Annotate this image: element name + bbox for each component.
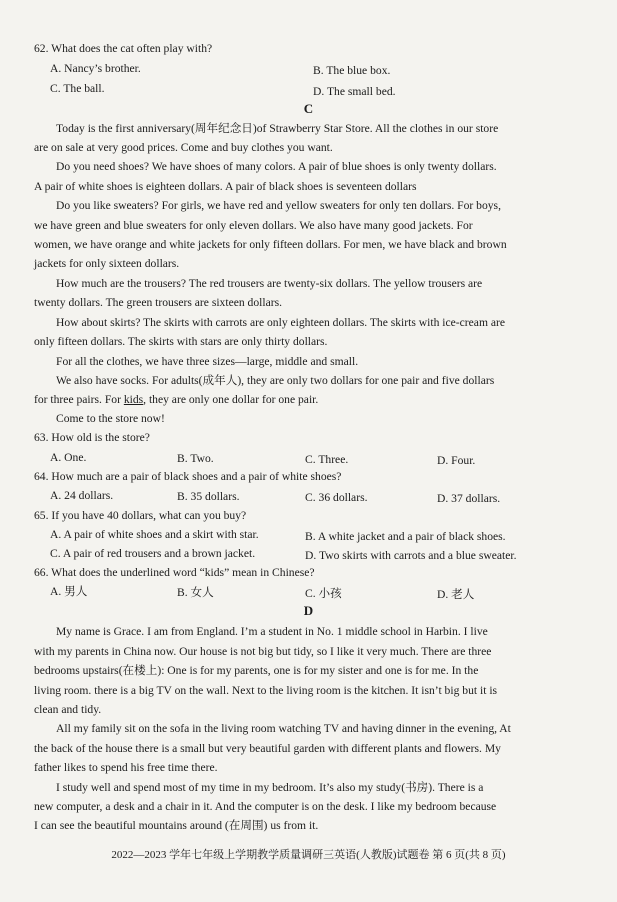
question-66: 66. What does the underlined word “kids” mean in Chinese? [34,566,315,579]
passage-c-line: Do you need shoes? We have shoes of many colors. A pair of blue shoes is only twenty dollars. [56,160,497,173]
q63-option-d: D. Four. [437,454,476,467]
passage-d-line: living room. there is a big TV on the wall. Next to the living room is the kitchen. It isn’t big but it is [34,684,498,697]
passage-c-line: Today is the first anniversary(周年纪念日)of Strawberry Star Store. All the clothes in our store [56,122,499,135]
q63-option-a: A. One. [50,451,87,464]
passage-d-line: new computer, a desk and a chair in it. And the computer is on the desk. I like my bedroom because [34,800,497,813]
passage-c-text: for three pairs. For [34,393,124,406]
q64-option-a: A. 24 dollars. [50,489,114,502]
q62-option-c: C. The ball. [50,82,105,95]
passage-c-line: we have green and blue sweaters for only eleven dollars. We also have many good jackets. For [34,219,473,232]
section-d-heading: D [303,603,314,618]
q66-option-b: B. 女人 [177,586,214,599]
question-64: 64. How much are a pair of black shoes and a pair of white shoes? [34,470,342,483]
passage-c-line: jackets for only sixteen dollars. [34,257,180,270]
question-63: 63. How old is the store? [34,431,150,444]
passage-c-line: We also have socks. For adults(成年人), they are only two dollars for one pair and five dollars [56,374,495,387]
passage-c-text: , they are only one dollar for one pair. [143,393,319,406]
passage-d-line: I can see the beautiful mountains around (在周围) us from it. [34,819,319,832]
q66-option-d: D. 老人 [437,588,475,601]
page-footer: 2022—2023 学年七年级上学期教学质量调研三英语(人教版)试题卷 第 6 页(共 8 页) [111,849,506,861]
q65-option-b: B. A white jacket and a pair of black shoes. [305,530,506,543]
q66-option-c: C. 小孩 [305,587,342,600]
passage-d-line: with my parents in China now. Our house is not big but tidy, so I like it very much. There are three [34,645,492,658]
q65-option-d: D. Two skirts with carrots and a blue sweater. [305,549,517,562]
passage-c-line: For all the clothes, we have three sizes—large, middle and small. [56,355,359,368]
q65-option-a: A. A pair of white shoes and a skirt with star. [50,528,259,541]
passage-c-line: How much are the trousers? The red trousers are twenty-six dollars. The yellow trousers are [56,277,483,290]
passage-c-line: Do you like sweaters? For girls, we have red and yellow sweaters for only ten dollars. For boys, [56,199,501,212]
q64-option-d: D. 37 dollars. [437,492,501,505]
passage-c-line: How about skirts? The skirts with carrots are only eighteen dollars. The skirts with ice-cream are [56,316,506,329]
passage-c-line: only fifteen dollars. The skirts with stars are only thirty dollars. [34,335,328,348]
question-65: 65. If you have 40 dollars, what can you buy? [34,509,247,522]
passage-c-line: twenty dollars. The green trousers are sixteen dollars. [34,296,283,309]
passage-d-line: All my family sit on the sofa in the living room watching TV and having dinner in the evening, At [56,722,511,735]
q64-option-b: B. 35 dollars. [177,490,240,503]
passage-c-line: Come to the store now! [56,412,165,425]
passage-d-line: I study well and spend most of my time in my bedroom. It’s also my study(书房). There is a [56,781,484,794]
q64-option-c: C. 36 dollars. [305,491,368,504]
q62-option-b: B. The blue box. [313,64,391,77]
q63-option-b: B. Two. [177,452,214,465]
passage-d-line: clean and tidy. [34,703,102,716]
q66-option-a: A. 男人 [50,585,88,598]
passage-c-line: are on sale at very good prices. Come and buy clothes you want. [34,141,333,154]
q65-option-c: C. A pair of red trousers and a brown jacket. [50,547,256,560]
question-62: 62. What does the cat often play with? [34,42,213,55]
section-c-heading: C [303,101,314,116]
q62-option-a: A. Nancy’s brother. [50,62,141,75]
passage-d-line: father likes to spend his free time there. [34,761,218,774]
passage-c-line-kids [34,392,318,407]
underlined-word-kids: kids [123,393,144,406]
passage-c-line: women, we have orange and white jackets for only fifteen dollars. For men, we have black and brown [34,238,507,251]
passage-d-line: the back of the house there is a small but very beautiful garden with different plants and flowers. My [34,742,501,755]
passage-c-line: A pair of white shoes is eighteen dollars. A pair of black shoes is seventeen dollars [34,180,417,193]
q63-option-c: C. Three. [305,453,349,466]
passage-d-line: bedrooms upstairs(在楼上): One is for my parents, one is for my sister and one is for me. In the [34,664,479,677]
passage-d-line: My name is Grace. I am from England. I’m a student in No. 1 middle school in Harbin. I live [56,625,488,638]
q62-option-d: D. The small bed. [313,85,396,98]
